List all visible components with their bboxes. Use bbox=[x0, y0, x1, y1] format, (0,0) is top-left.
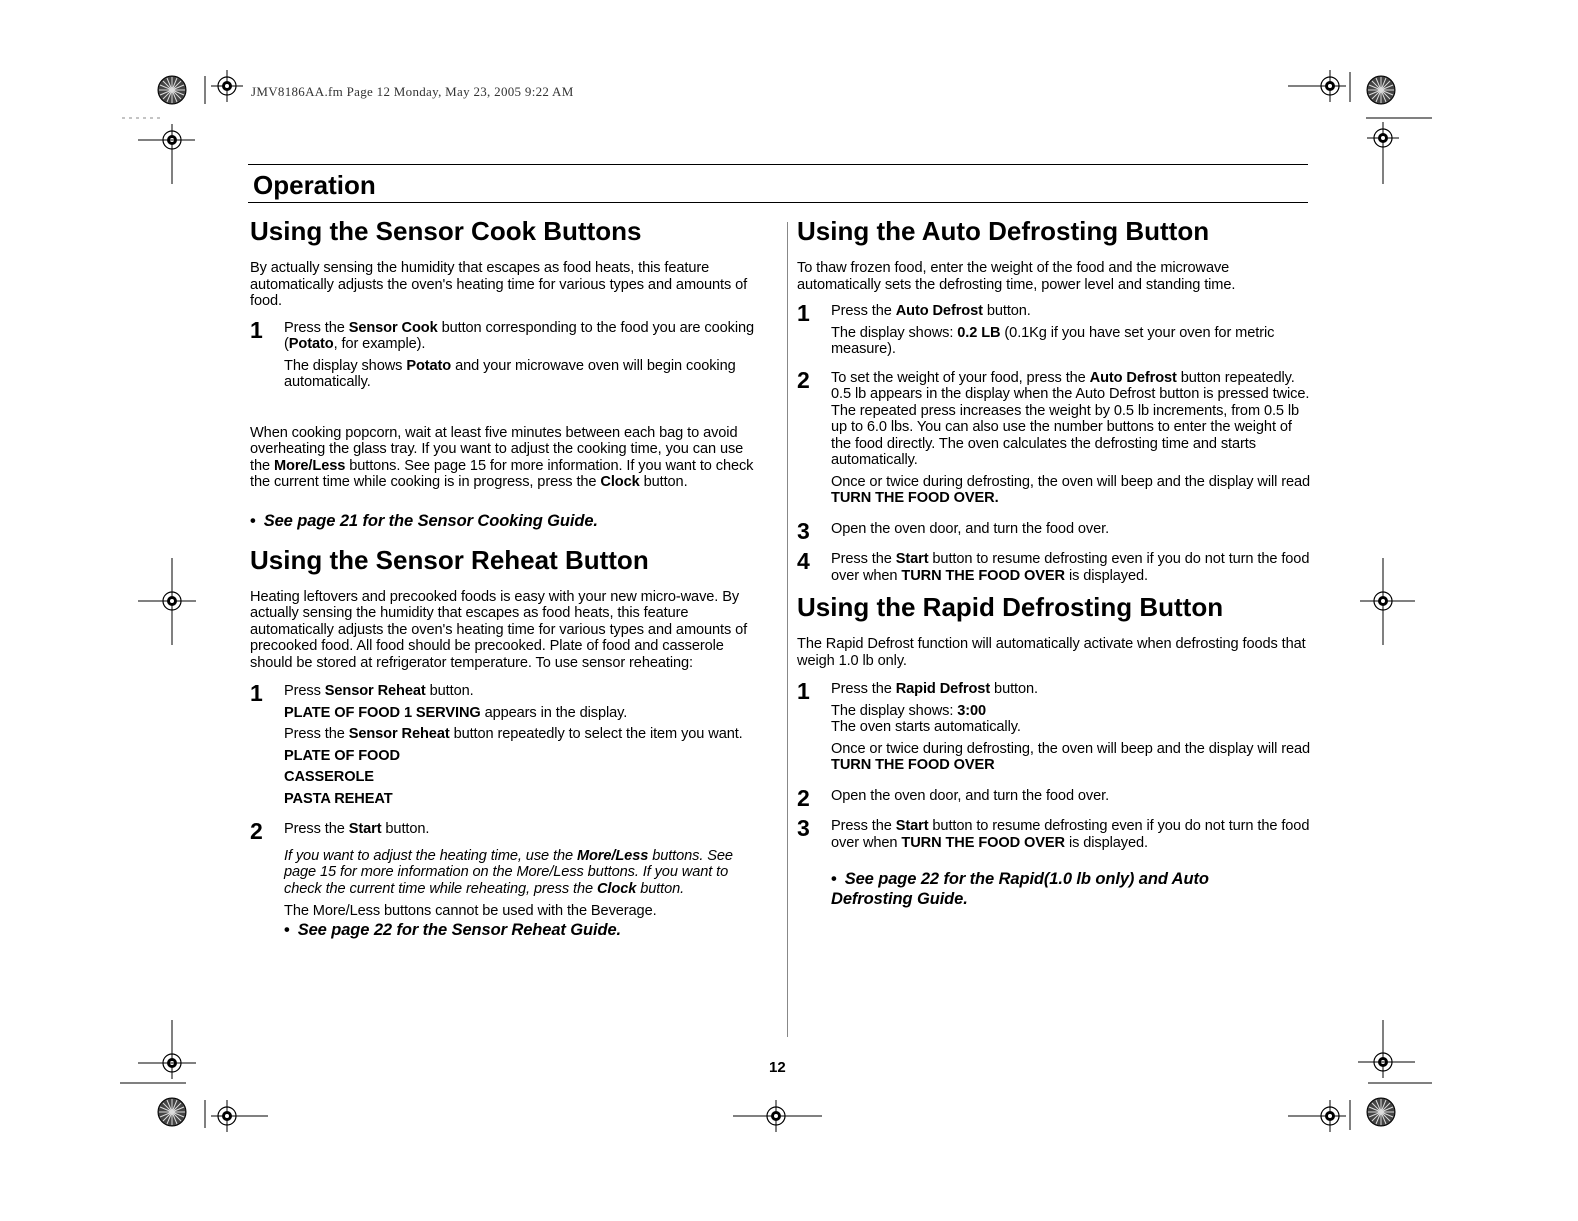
crosshair-top-right bbox=[1314, 70, 1346, 102]
step-text: Press the Auto Defrost button. bbox=[831, 303, 1031, 319]
step-number: 2 bbox=[797, 784, 810, 811]
step-text: Press Sensor Reheat button. bbox=[284, 683, 474, 699]
sensor-reheat-intro: Heating leftovers and precooked foods is easy with your new micro-wave. By actually sensing the humidity that escapes as food heats, this feature automatically adjusts the oven's heating time for various types and amounts of precooked food. All food should be precooked. Plate of food and casserole should be stored at refrigerator temperature. To use sensor reheating: bbox=[250, 588, 748, 671]
step-text: Press the Rapid Defrost button. bbox=[831, 681, 1038, 697]
auto-defrost-intro: To thaw frozen food, enter the weight of the food and the microwave automatically sets the defrosting time, power level and standing time. bbox=[797, 260, 1236, 293]
crosshair-right-upper bbox=[1367, 122, 1399, 154]
step-display-text: The display shows: 0.2 LB (0.1Kg if you have set your oven for metric measure). bbox=[831, 324, 1275, 357]
step-text: Press the Start button. bbox=[284, 821, 430, 837]
step-text: Press the Sensor Cook button corresponding to the food you are cooking (Potato, for example). bbox=[284, 319, 755, 352]
auto-defrost-title: Using the Auto Defrosting Button bbox=[797, 216, 1210, 246]
step-number: 1 bbox=[250, 680, 263, 706]
right-column bbox=[797, 216, 1313, 909]
title-rule bbox=[248, 202, 1308, 203]
beverage-note: The More/Less buttons cannot be used with the Beverage. bbox=[284, 903, 657, 919]
top-rule bbox=[248, 164, 1308, 165]
sensor-reheat-step-1 bbox=[250, 680, 765, 807]
crosshair-bottom-center bbox=[760, 1100, 792, 1132]
column-divider bbox=[787, 222, 788, 1037]
rapid-defrost-step-3 bbox=[797, 815, 1313, 851]
bullet-dot: • bbox=[250, 511, 256, 530]
step-text: Open the oven door, and turn the food over. bbox=[831, 520, 1110, 537]
step-number: 1 bbox=[250, 316, 263, 343]
step-beep-text: Once or twice during defrosting, the oven will beep and the display will read TURN THE FOOD OVER bbox=[831, 740, 1311, 773]
page-number: 12 bbox=[769, 1059, 786, 1076]
sensor-cook-title: Using the Sensor Cook Buttons bbox=[250, 216, 642, 246]
rapid-defrost-guide-ref: • See page 22 for the Rapid(1.0 lb only) and Auto Defrosting Guide. bbox=[831, 870, 1209, 908]
step-display-text: PLATE OF FOOD 1 SERVING appears in the display. bbox=[284, 704, 628, 721]
crosshair-middle-left bbox=[156, 585, 188, 617]
crosshair-middle-right bbox=[1367, 585, 1399, 617]
reheat-option-casserole: CASSEROLE bbox=[284, 769, 374, 785]
bullet-dot: • bbox=[831, 870, 837, 888]
sensor-reheat-title: Using the Sensor Reheat Button bbox=[250, 544, 649, 575]
auto-defrost-step-4 bbox=[797, 548, 1313, 584]
step-number: 2 bbox=[797, 366, 810, 393]
step-text: Open the oven door, and turn the food over. bbox=[831, 787, 1110, 804]
step-display-text: The display shows: 3:00 bbox=[831, 702, 987, 719]
step-number: 2 bbox=[250, 818, 263, 844]
step-number: 1 bbox=[797, 300, 810, 326]
step-number: 4 bbox=[797, 548, 810, 574]
step-text: Press the Start button to resume defrosting even if you do not turn the food over when TURN THE FOOD OVER is displayed. bbox=[831, 818, 1310, 851]
step-number: 3 bbox=[797, 815, 810, 841]
sensor-reheat-step-2 bbox=[250, 818, 765, 940]
section-title: Operation bbox=[253, 170, 376, 200]
starburst-mark-top-right bbox=[1367, 76, 1395, 104]
rapid-defrost-step-1 bbox=[797, 678, 1313, 774]
auto-defrost-step-2 bbox=[797, 366, 1313, 507]
step-text: Press the Start button to resume defrosting even if you do not turn the food over when TURN THE FOOD OVER is displayed. bbox=[831, 551, 1310, 584]
rapid-defrost-title: Using the Rapid Defrosting Button bbox=[797, 592, 1224, 622]
auto-defrost-step-3 bbox=[797, 517, 1313, 544]
reheat-option-plate: PLATE OF FOOD bbox=[284, 747, 400, 764]
crosshair-bottom-left-inner bbox=[211, 1100, 243, 1132]
starburst-mark-bottom-right bbox=[1367, 1098, 1395, 1126]
step-number: 3 bbox=[797, 517, 810, 544]
starburst-mark-bottom-left bbox=[158, 1098, 186, 1126]
sensor-cook-intro: By actually sensing the humidity that escapes as food heats, this feature automatically adjusts the oven's heating time for various types and amounts of food. bbox=[250, 260, 748, 309]
step-beep-text: Once or twice during defrosting, the oven will beep and the display will read TURN THE FOOD OVER. bbox=[831, 473, 1311, 506]
sensor-cooking-guide-ref: • See page 21 for the Sensor Cooking Guide. bbox=[250, 511, 598, 530]
rapid-defrost-intro: The Rapid Defrost function will automatically activate when defrosting foods that weigh 1.0 lb only. bbox=[797, 636, 1306, 669]
sensor-cook-step-1 bbox=[250, 316, 765, 391]
bullet-dot: • bbox=[284, 920, 290, 939]
step-display-text: The display shows Potato and your microwave oven will begin cooking automatically. bbox=[284, 357, 736, 390]
popcorn-note: When cooking popcorn, wait at least five minutes between each bag to avoid overheating the glass tray. If you want to adjust the cooking time, you can use the More/Less buttons. See page 15 for more information. If you want to check the current time while cooking is in progress, press the Clock button. bbox=[250, 424, 754, 490]
crosshair-bottom-right-inner bbox=[1314, 1100, 1346, 1132]
step-number: 1 bbox=[797, 678, 810, 704]
crosshair-top-left bbox=[211, 70, 243, 102]
step-text: To set the weight of your food, press the Auto Defrost button repeatedly. 0.5 lb appears in the display when the Auto Defrost button is pressed twice. The repeated press increases the weight by 0.5 lb increments, from 0.5 lb up to 6.0 lbs. You can also use the number buttons to enter the weight of the food directly. The oven calculates the defrosting time and starts automatically. bbox=[831, 369, 1310, 468]
sensor-reheat-guide-ref: • See page 22 for the Sensor Reheat Guide. bbox=[284, 920, 622, 939]
rapid-defrost-step-2 bbox=[797, 784, 1313, 811]
auto-defrost-step-1 bbox=[797, 300, 1313, 358]
starburst-mark-top-left bbox=[158, 76, 186, 104]
reheat-option-pasta: PASTA REHEAT bbox=[284, 790, 393, 807]
more-less-note: If you want to adjust the heating time, use the More/Less buttons. See page 15 for more information on the More/Less buttons. If you want to check the current time while reheating, press the Clock button. bbox=[284, 847, 733, 897]
step-select-text: Press the Sensor Reheat button repeatedly to select the item you want. bbox=[284, 726, 743, 742]
step-auto-start-text: The oven starts automatically. bbox=[831, 719, 1021, 735]
left-column bbox=[250, 216, 765, 948]
file-info-header: JMV8186AA.fm Page 12 Monday, May 23, 2005 9:22 AM bbox=[251, 84, 574, 99]
